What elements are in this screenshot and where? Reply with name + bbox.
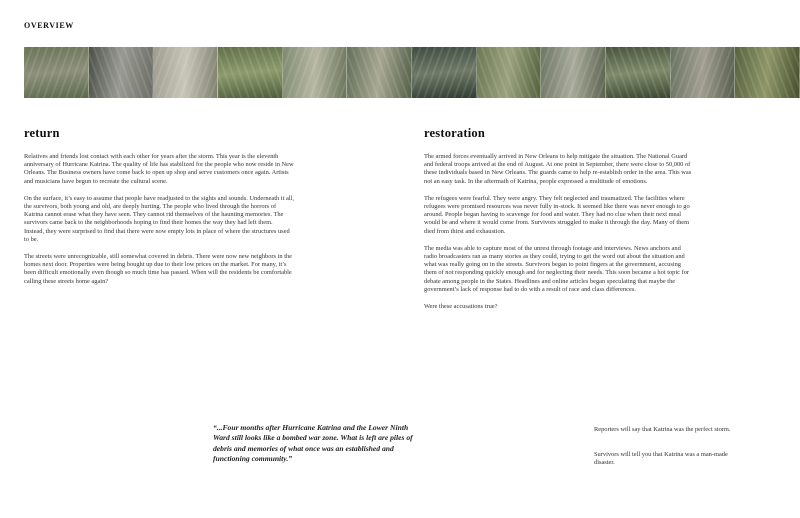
aerial-tile-8 [477,47,542,98]
restoration-heading: restoration [424,126,485,140]
restoration-paragraph-2: The refugees were fearful. They were angry. They felt neglected and traumatized. The facilities where refugees were promised resources was never fully in-stock. It seemed like there was never enough to go around. People began having to scavenge for food and water. They had no clue when their next meal would be and where it would come from. Survivors struggled to make it through the day. Many of them died from thirst and exhaustion. [424,194,690,235]
restoration-paragraph-4: Were these accusations true? [424,303,498,311]
aerial-tile-9 [541,47,606,98]
aerial-photo-strip [24,47,800,98]
return-paragraph-1: Relatives and friends lost contact with each other for years after the storm. This year is the eleventh anniversary of Hurricane Katrina. The quality of life has stabilized for the people who now reside in New Orleans. The Business owners have come back to open up shop and serve customers once again. Artists and musicians have begun to recreate the cultural scene. [24,153,294,185]
aerial-tile-1 [24,47,89,98]
aerial-tile-3 [153,47,218,98]
side-note-reporters: Reporters will say that Katrina was the perfect storm. [594,426,731,433]
aerial-tile-12 [735,47,800,98]
aerial-tile-4 [218,47,283,98]
return-heading: return [24,126,60,140]
aerial-tile-2 [89,47,154,98]
aerial-tile-5 [283,47,348,98]
return-paragraph-2: On the surface, it’s easy to assume that people have readjusted to the sights and sounds. Underneath it all, the survivors, both young and old, are deeply hurting. The people who lived through the horrors of Katrina cannot erase what they have seen. They cannot rid themselves of the haunting memories. The survivors came back to the neighborhoods hoping to find their homes the way they had left them. Instead, they were surprised to find that there were now empty lots in place of where the structures used to be. [24,194,294,243]
aerial-tile-6 [347,47,412,98]
restoration-paragraph-1: The armed forces eventually arrived in New Orleans to help mitigate the situation. The National Guard and federal troops arrived at the end of August. At one point in September, there were close to 50,000 of these individuals based in New Orleans. The guards came to help re-establish order in the area. This was not an easy task. In the aftermath of Katrina, people expressed a multitude of emotions. [424,153,692,185]
section-label: OVERVIEW [24,21,74,30]
restoration-paragraph-3: The media was able to capture most of the unrest through footage and interviews. News anchors and radio broadcasters ran as many stories as they could, trying to get the word out about the situation and what was really going on in the streets. Survivors began to point fingers at the government, accusing them of not responding quickly enough and for neglecting their needs. This soon became a hot topic for debate among people in the States. Headlines and online articles began speculating that maybe the government’s lack of response had to do with a result of race and class differences. [424,244,690,293]
return-column [24,126,294,295]
pull-quote: “...Four months after Hurricane Katrina and the Lower Ninth Ward still looks like a bombed war zone. What is left are piles of debris and memories of what once was an established and functioning community.” [213,423,413,464]
side-note-survivors: Survivors will tell you that Katrina was a man-made disaster. [594,451,728,467]
restoration-column [424,126,694,320]
aerial-tile-7 [412,47,477,98]
aerial-tile-10 [606,47,671,98]
return-paragraph-3: The streets were unrecognizable, still somewhat covered in debris. There were now new neighbors in the homes next door. Properties were being bought up due to their low prices on the market. For many, it’s been difficult emotionally even though so much time has passed. When will the residents be comfortable calling these streets home again? [24,253,293,285]
aerial-tile-11 [671,47,736,98]
